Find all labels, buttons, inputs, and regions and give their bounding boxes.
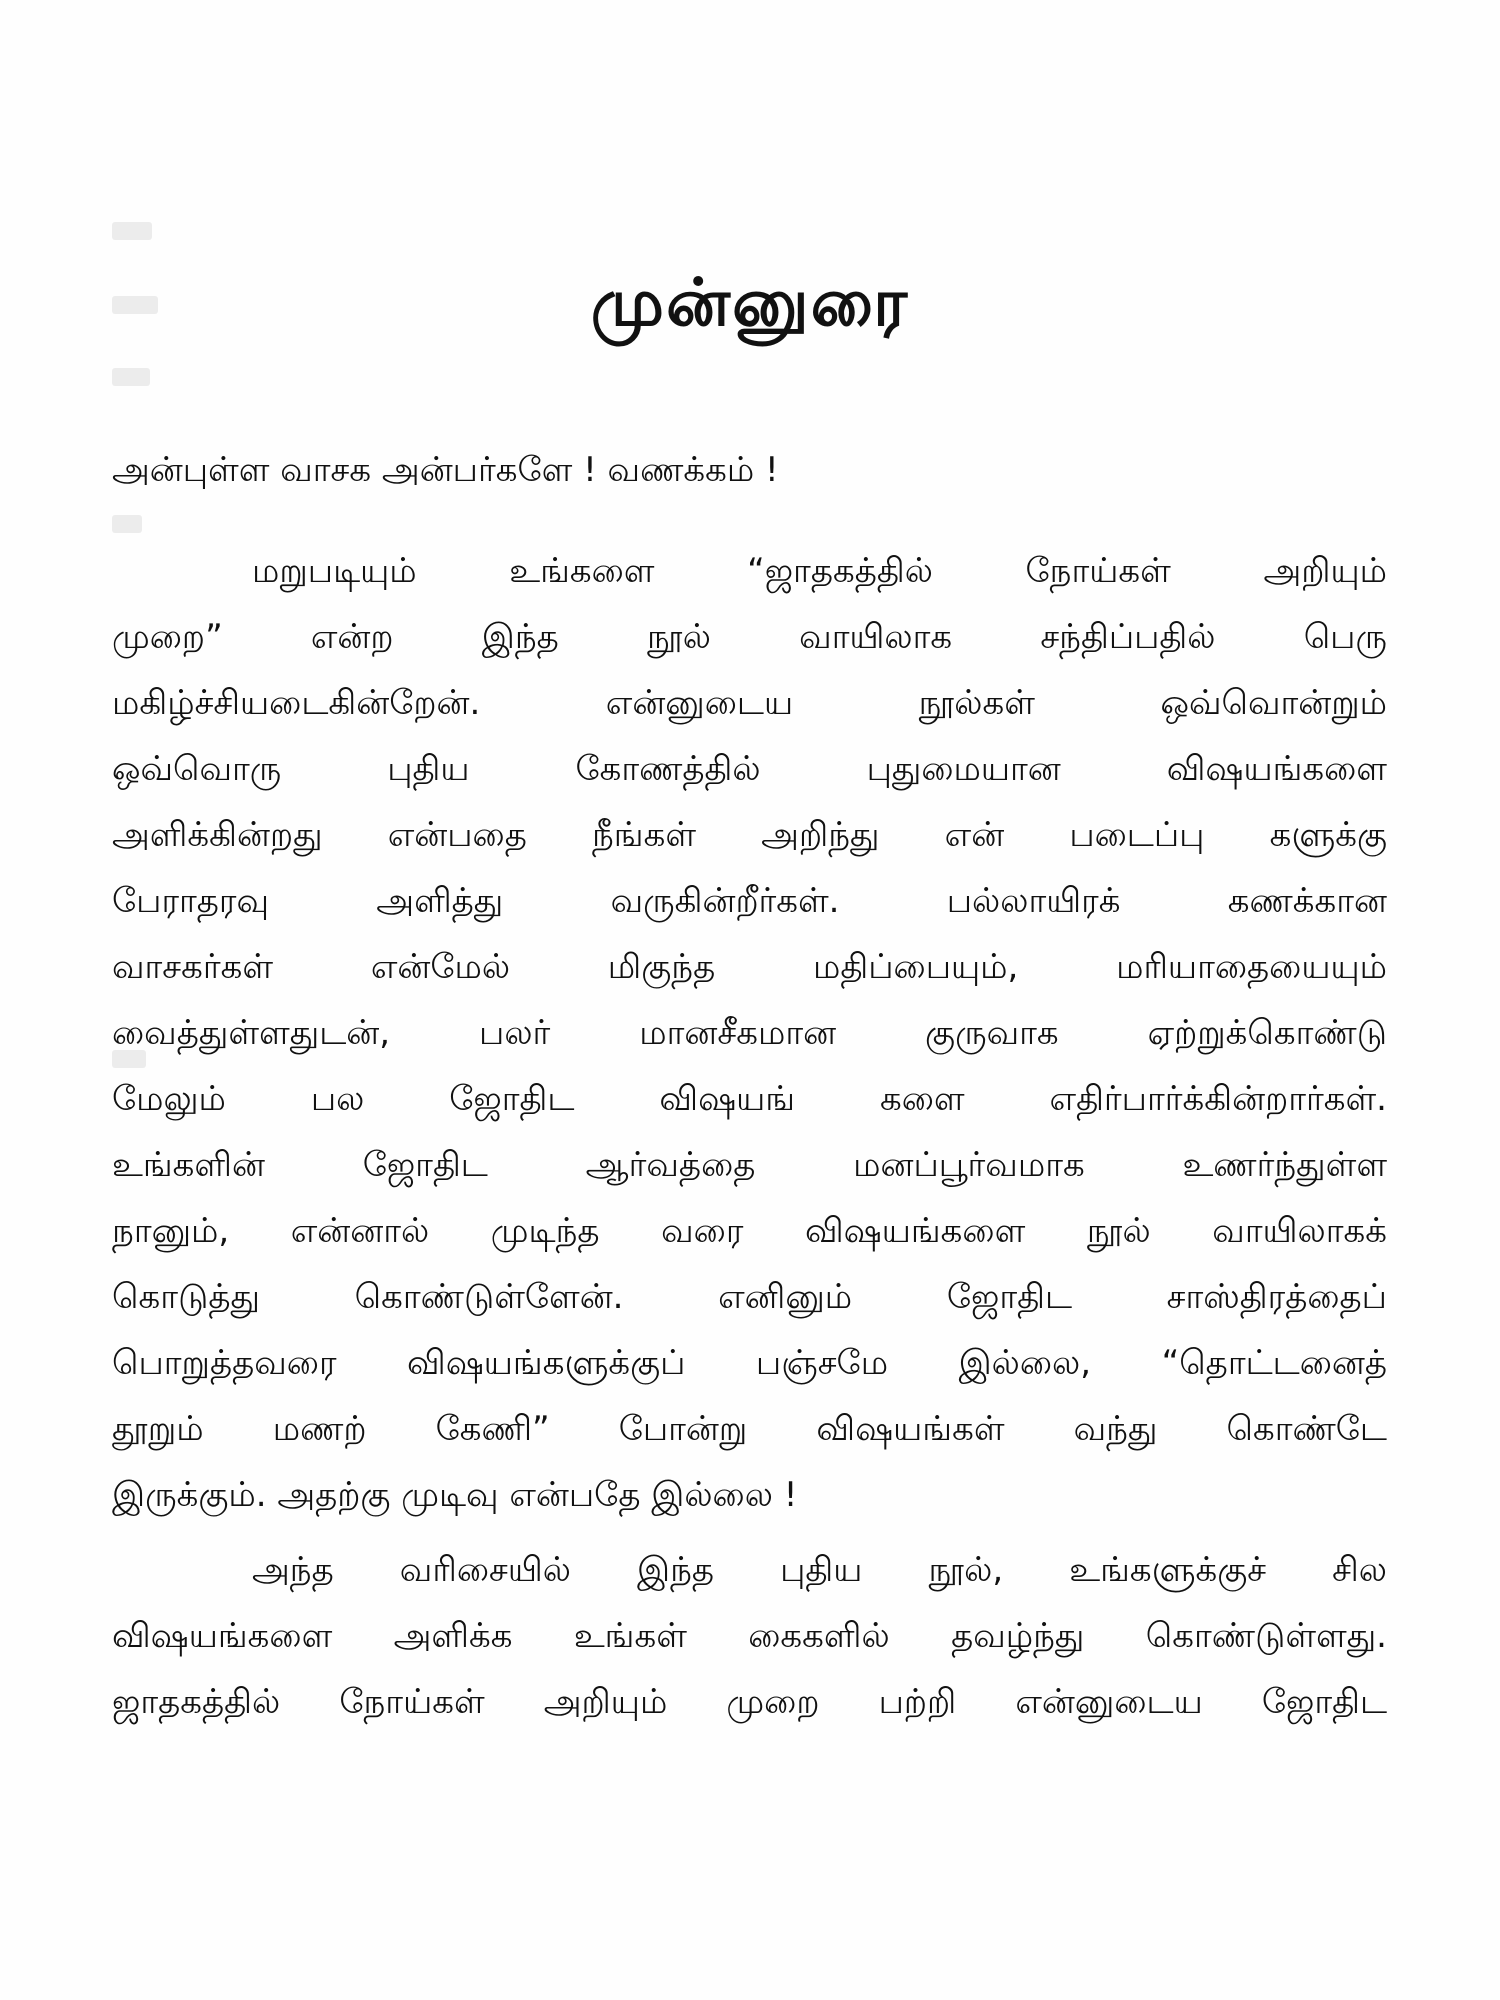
salutation: அன்புள்ள வாசக அன்பர்களே ! வணக்கம் ! <box>112 450 779 490</box>
text-line: பேராதரவு அளித்து வருகின்றீர்கள். பல்லாயிரக் கணக்கான <box>112 881 1387 921</box>
paragraph-1 <box>112 538 1387 1528</box>
text-line: முறை” என்ற இந்த நூல் வாயிலாக சந்திப்பதில் பெரு <box>112 617 1387 657</box>
text-line: மகிழ்ச்சியடைகின்றேன். என்னுடைய நூல்கள் ஒவ்வொன்றும் <box>112 683 1387 723</box>
text-line: ஒவ்வொரு புதிய கோணத்தில் புதுமையான விஷயங்களை <box>112 749 1387 789</box>
text-line: தூறும் மணற் கேணி” போன்று விஷயங்கள் வந்து கொண்டே <box>112 1409 1387 1449</box>
page-title: முன்னுரை <box>590 264 910 341</box>
text-line: அந்த வரிசையில் இந்த புதிய நூல், உங்களுக்குச் சில <box>252 1550 1387 1590</box>
text-line: நானும், என்னால் முடிந்த வரை விஷயங்களை நூல் வாயிலாகக் <box>112 1211 1387 1251</box>
bleed-through-mark <box>112 515 142 533</box>
bleed-through-mark <box>112 222 152 240</box>
text-line: அளிக்கின்றது என்பதை நீங்கள் அறிந்து என் படைப்பு களுக்கு <box>112 815 1387 855</box>
bleed-through-mark <box>112 368 150 386</box>
paragraph-2 <box>112 1537 1387 1735</box>
text-line: வாசகர்கள் என்மேல் மிகுந்த மதிப்பையும், மரியாதையையும் <box>112 947 1387 987</box>
text-line: விஷயங்களை அளிக்க உங்கள் கைகளில் தவழ்ந்து கொண்டுள்ளது. <box>112 1616 1387 1656</box>
text-line: ஜாதகத்தில் நோய்கள் அறியும் முறை பற்றி என்னுடைய ஜோதிட <box>112 1682 1387 1722</box>
text-line: கொடுத்து கொண்டுள்ளேன். எனினும் ஜோதிட சாஸ்திரத்தைப் <box>112 1277 1387 1317</box>
text-line: மறுபடியும் உங்களை “ஜாதகத்தில் நோய்கள் அறியும் <box>252 551 1387 591</box>
text-line: இருக்கும். அதற்கு முடிவு என்பதே இல்லை ! <box>112 1475 798 1515</box>
text-line: உங்களின் ஜோதிட ஆர்வத்தை மனப்பூர்வமாக உணர்ந்துள்ள <box>112 1145 1387 1185</box>
text-line: பொறுத்தவரை விஷயங்களுக்குப் பஞ்சமே இல்லை, “தொட்டனைத் <box>112 1343 1387 1383</box>
text-line: மேலும் பல ஜோதிட விஷயங் களை எதிர்பார்க்கின்றார்கள். <box>112 1079 1387 1119</box>
text-line: வைத்துள்ளதுடன், பலர் மானசீகமான குருவாக ஏற்றுக்கொண்டு <box>112 1013 1387 1053</box>
